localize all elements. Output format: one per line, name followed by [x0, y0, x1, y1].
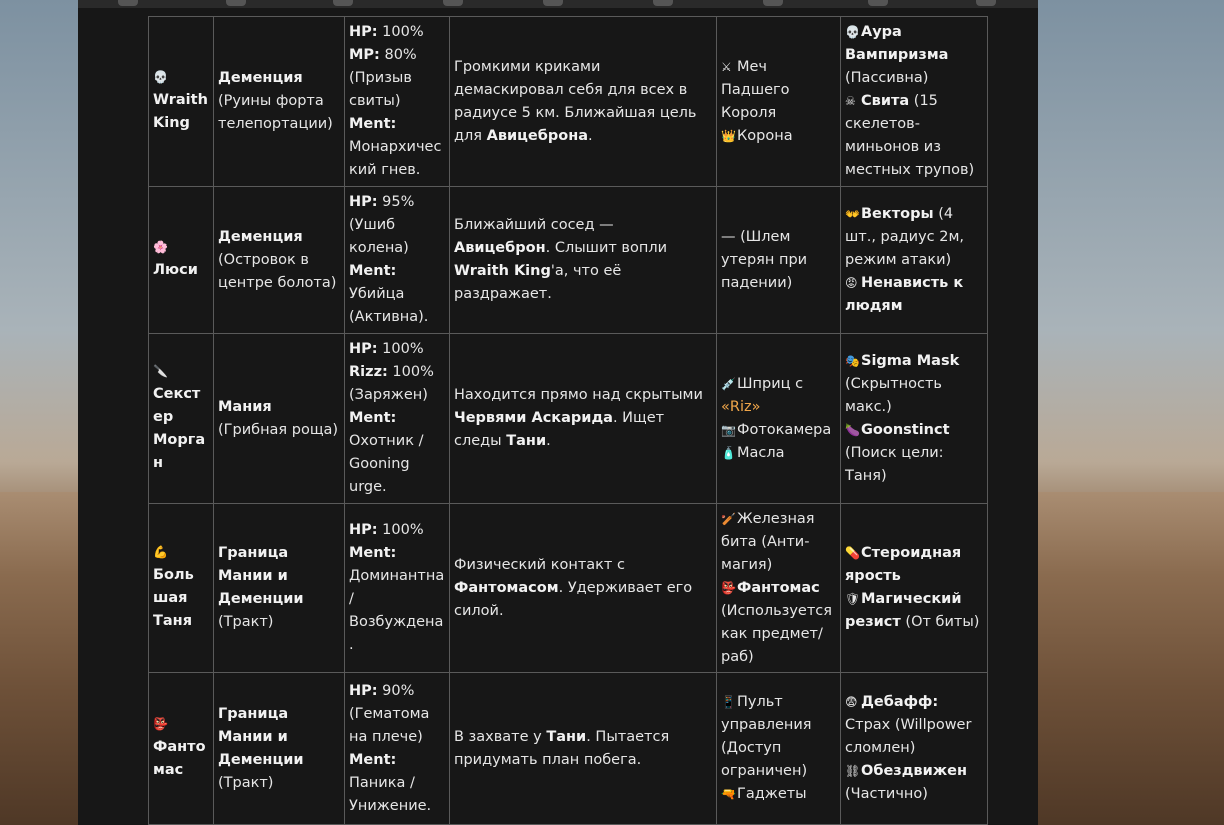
eggplant-icon: 🍆: [845, 422, 860, 437]
ability-detail: (Поиск цели: Таня): [845, 444, 944, 484]
stat-label: HP:: [349, 682, 378, 699]
ability-line: [845, 21, 983, 90]
flower-icon: 🌸: [153, 240, 168, 254]
items-cell: [717, 17, 841, 187]
toolbar-icon[interactable]: [976, 0, 996, 6]
crown-icon: 👑: [721, 128, 736, 143]
location-zone: Граница Мании и Деменции: [218, 545, 304, 607]
ability-detail: (Частично): [845, 786, 928, 802]
stat-label: Ment:: [349, 263, 397, 279]
item-line: [721, 783, 836, 806]
ability-line: [845, 203, 983, 272]
stat-line: [349, 519, 445, 542]
stat-line: [349, 542, 445, 657]
items-cell: [717, 504, 841, 673]
item-text: (Используется как предмет/раб): [721, 602, 832, 665]
ability-detail: (Пассивна): [845, 70, 929, 86]
stat-label: HP:: [349, 194, 378, 210]
abilities-cell: [841, 187, 988, 334]
location-zone: Граница Мании и Деменции: [218, 705, 304, 768]
action-text: . Ищет следы: [454, 410, 665, 449]
table-row: [149, 334, 988, 504]
stat-label: MP:: [349, 47, 380, 63]
toolbar-icon[interactable]: [763, 0, 783, 6]
character-name: Большая Таня: [153, 567, 194, 629]
action-cell: [450, 504, 717, 673]
action-cell: [450, 187, 717, 334]
table-row: [149, 504, 988, 673]
location-cell: [214, 504, 345, 673]
abilities-cell: [841, 504, 988, 673]
action-text: .: [588, 127, 593, 144]
item-text: Железная бита (Анти-магия): [721, 510, 815, 573]
ability-name: Sigma Mask: [861, 352, 960, 369]
table-row: [149, 673, 988, 825]
abilities-cell: [841, 673, 988, 825]
stat-label: Ment:: [349, 545, 397, 561]
item-text: Фотокамера: [737, 421, 832, 438]
location-place: (Островок в центре болота): [218, 251, 337, 291]
location-cell: [214, 187, 345, 334]
ability-name: Аура Вампиризма: [845, 24, 949, 63]
stat-line: [349, 21, 445, 44]
action-highlight: Фантомасом: [454, 579, 559, 596]
items-cell: [717, 187, 841, 334]
stat-label: Ment:: [349, 410, 397, 426]
stat-value: Паника / Унижение.: [349, 774, 432, 814]
toolbar-icon[interactable]: [868, 0, 888, 6]
ability-line: [845, 90, 983, 182]
stat-line: [349, 338, 445, 361]
character-cell: [149, 673, 214, 825]
item-text: Масла: [737, 444, 785, 461]
item-text: Шприц с: [737, 375, 804, 392]
skull-crossbones-icon: ☠: [845, 94, 856, 108]
stat-line: [349, 260, 445, 329]
item-text: — (Шлем утерян при падении): [721, 228, 808, 291]
flexed-biceps-icon: 💪: [153, 545, 168, 559]
items-cell: [717, 334, 841, 504]
action-text: . Слышит вопли: [545, 240, 668, 256]
item-line: [721, 691, 836, 783]
character-name: Люси: [153, 262, 198, 278]
gadgets-icon: 🔫: [721, 787, 736, 801]
stat-line: [349, 44, 445, 113]
action-highlight: Червями Аскарида: [454, 410, 613, 426]
ability-name: Дебафф:: [861, 694, 939, 710]
action-text: Находится прямо над скрытыми: [454, 387, 703, 403]
bottle-icon: 🧴: [721, 445, 736, 460]
stat-value: Охотник / Gooning urge.: [349, 433, 424, 495]
stat-label: HP:: [349, 341, 378, 357]
stat-line: [349, 361, 445, 407]
location-zone: Мания: [218, 398, 272, 415]
toolbar-icon[interactable]: [118, 0, 138, 6]
ability-detail: (От биты): [900, 614, 980, 630]
item-line: [721, 419, 836, 442]
action-highlight: Авицеброна: [486, 127, 589, 144]
knife-icon: 🔪: [153, 364, 168, 378]
stat-line: [349, 407, 445, 499]
ability-line: [845, 350, 983, 419]
ability-line: [845, 691, 983, 760]
fearful-face-icon: 😨: [845, 695, 858, 709]
stat-value: 80% (Призыв свиты): [349, 47, 417, 109]
action-highlight: Авицеброн: [454, 240, 546, 256]
stat-value: Монархический гнев.: [349, 139, 442, 178]
toolbar-icon[interactable]: [653, 0, 673, 6]
stat-value: Убийца (Активна).: [349, 286, 429, 325]
item-text: Пульт управления (Доступ ограничен): [721, 694, 812, 779]
chat-panel: [78, 0, 1038, 825]
stats-cell: [345, 504, 450, 673]
ability-name: Goonstinct: [861, 421, 950, 438]
stat-label: HP:: [349, 24, 378, 40]
stat-value: 90% (Гематома на плече): [349, 682, 430, 745]
pill-icon: 💊: [845, 546, 860, 560]
item-line: [721, 373, 836, 419]
action-cell: [450, 673, 717, 825]
location-cell: [214, 334, 345, 504]
ability-line: [845, 272, 983, 318]
masks-icon: 🎭: [845, 353, 860, 368]
syringe-icon: 💉: [721, 376, 736, 391]
item-text: Гаджеты: [737, 786, 807, 802]
stats-cell: [345, 673, 450, 825]
status-table: [148, 16, 988, 825]
action-text: . Удерживает его силой.: [454, 579, 693, 619]
character-name: Фантомас: [153, 739, 206, 778]
ability-name: Ненависть к людям: [845, 274, 964, 314]
location-cell: [214, 673, 345, 825]
action-text: Ближайший сосед —: [454, 217, 614, 233]
ability-detail: Страх (Willpower сломлен): [845, 717, 972, 756]
location-place: (Руины форта телепортации): [218, 93, 333, 132]
location-zone: Деменция: [218, 70, 303, 86]
action-highlight: Wraith King: [454, 263, 551, 279]
stat-line: [349, 680, 445, 749]
skull-icon: 💀: [153, 70, 168, 84]
location-zone: Деменция: [218, 228, 303, 245]
stat-line: [349, 113, 445, 182]
character-name: Wraith King: [153, 92, 208, 131]
ability-name: Обездвижен: [861, 763, 968, 779]
table-row: [149, 187, 988, 334]
camera-icon: 📷: [721, 422, 736, 437]
items-cell: [717, 673, 841, 825]
action-text: Громкими криками демаскировал себя для всех в радиусе 5 км. Ближайшая цель для: [454, 58, 697, 144]
stats-cell: [345, 334, 450, 504]
item-line: [721, 508, 836, 577]
location-cell: [214, 17, 345, 187]
remote-icon: 📱: [721, 695, 736, 709]
ability-line: [845, 542, 983, 588]
stat-label: Ment:: [349, 116, 397, 132]
action-cell: [450, 334, 717, 504]
table-row: [149, 17, 988, 187]
character-cell: [149, 17, 214, 187]
action-text: В захвате у: [454, 728, 547, 745]
character-cell: [149, 334, 214, 504]
ability-name: Магический резист: [845, 591, 962, 630]
mask-icon: 👺: [721, 580, 736, 595]
item-name: Фантомас: [737, 579, 820, 596]
ability-name: Стероидная ярость: [845, 545, 962, 584]
stat-line: [349, 191, 445, 260]
action-text: 'а, что её раздражает.: [454, 263, 622, 302]
location-place: (Тракт): [218, 774, 274, 791]
chains-icon: ⛓: [845, 764, 861, 778]
stat-label: Rizz:: [349, 364, 388, 380]
stat-line: [349, 749, 445, 818]
item-text: Меч Падшего Короля: [721, 58, 790, 121]
action-cell: [450, 17, 717, 187]
stat-label: Ment:: [349, 751, 397, 768]
character-cell: [149, 187, 214, 334]
item-text: Корона: [737, 127, 793, 144]
toolbar: [78, 0, 1038, 8]
item-highlight: «Riz»: [721, 398, 761, 415]
toolbar-icon[interactable]: [226, 0, 246, 6]
ability-line: [845, 588, 983, 634]
status-table-body: [149, 17, 988, 825]
item-line: [721, 442, 836, 465]
character-cell: [149, 504, 214, 673]
stat-label: HP:: [349, 522, 378, 538]
angry-face-icon: 😡: [845, 275, 858, 290]
item-line: [721, 56, 836, 125]
stats-cell: [345, 17, 450, 187]
action-text: .: [546, 433, 551, 449]
ability-name: Свита: [861, 93, 910, 109]
hands-icon: 👐: [845, 206, 860, 221]
stat-value: 100%: [377, 24, 424, 40]
action-text: Физический контакт с: [454, 556, 625, 573]
location-place: (Тракт): [218, 614, 274, 630]
stat-value: 95% (Ушиб колена): [349, 194, 415, 256]
bat-icon: 🏏: [721, 511, 736, 526]
toolbar-icon[interactable]: [333, 0, 353, 6]
skull-icon: 💀: [845, 25, 860, 39]
stat-value: Доминантна / Возбуждена.: [349, 568, 445, 653]
abilities-cell: [841, 334, 988, 504]
ability-detail: (15 скелетов-миньонов из местных трупов): [845, 93, 975, 178]
toolbar-icon[interactable]: [543, 0, 563, 6]
location-place: (Грибная роща): [218, 421, 339, 438]
stats-cell: [345, 187, 450, 334]
item-line: [721, 226, 836, 295]
ability-line: [845, 419, 983, 488]
stat-value: 100% (Заряжен): [349, 364, 434, 403]
stat-value: 100%: [377, 522, 424, 538]
ability-detail: (Скрытность макс.): [845, 375, 942, 415]
ability-name: Векторы: [861, 205, 934, 222]
ability-detail: (4 шт., радиус 2м, режим атаки): [845, 205, 965, 268]
ninja-icon: 👺: [153, 717, 168, 731]
abilities-cell: [841, 17, 988, 187]
ability-line: [845, 760, 983, 806]
item-line: [721, 577, 836, 669]
item-line: [721, 125, 836, 148]
toolbar-icon[interactable]: [443, 0, 463, 6]
swords-icon: ⚔: [721, 59, 732, 74]
shield-icon: 🛡: [845, 592, 861, 606]
stat-value: 100%: [377, 341, 424, 357]
action-text: . Пытается придумать план побега.: [454, 728, 670, 768]
character-name: Секстер Морган: [153, 386, 206, 471]
action-highlight: Тани: [506, 433, 547, 449]
action-highlight: Тани: [546, 728, 587, 745]
